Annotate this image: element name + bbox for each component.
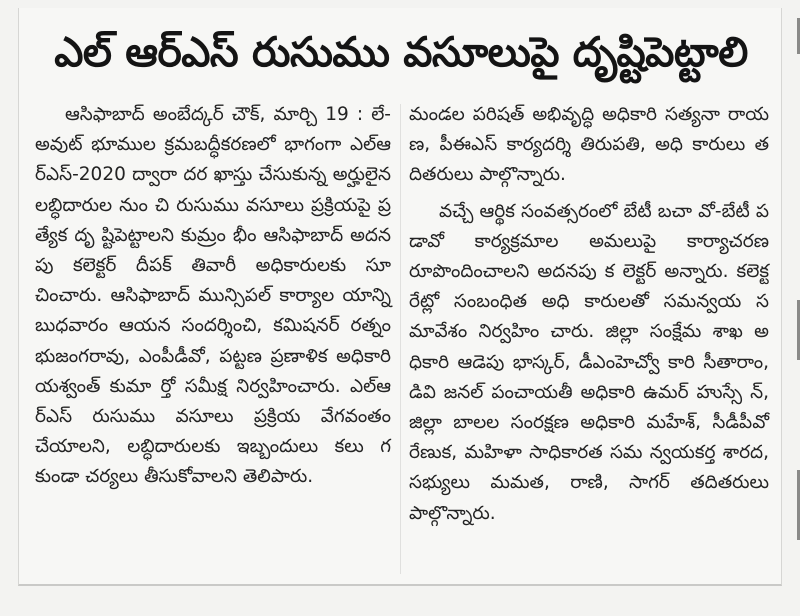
column-divider [400, 104, 401, 574]
newspaper-clipping [18, 8, 782, 586]
article-left-column [35, 100, 391, 493]
article-paragraph: వచ్చే ఆర్థిక సంవత్సరంలో బేటీ బచా వో-బేటీ పడావో కార్యక్రమాల అమలుపై కార్యాచరణ రూపొందించాలని అదనపు క లెక్టర్ అన్నారు. కలెక్టరేట్లో సంబంధిత అధి కారులతో సమన్వయ సమావేశం నిర్వహిం చారు. జిల్లా సంక్షేమ శాఖ అధికారి ఆడెపు భాస్కర్, డీఎంహెచ్వో కారి సీతారాం, డివి జనల్ పంచాయతీ అధికారి ఉమర్ హుస్సే న్, జిల్లా బాలల సంరక్షణ అధికారి మహేశ్, సీడీపీవో రేణుక, మహిళా సాధికారత సమ న్వయకర్త శారద, సభ్యులు మమత, రాణి, సాగర్ తదితరులు పాల్గొన్నారు. [409, 200, 769, 524]
article-right-column [409, 100, 769, 529]
article-paragraph: మండల పరిషత్ అభివృద్ధి అధికారి సత్యనా రాయణ, పీఈఎస్ కార్యదర్శి తిరుపతి, అధి కారులు తదితరులు పాల్గొన్నారు. [409, 104, 769, 186]
article-paragraph: ఆసిఫాబాద్ అంబేద్కర్ చౌక్, మార్చి 19 : లే-అవుట్ భూముల క్రమబద్ధీకరణలో భాగంగా ఎల్ఆర్ఎస్-2020 ద్వారా దర ఖాస్తు చేసుకున్న అర్హులైన లబ్ధిదారుల నుం చి రుసుము వసూలు ప్రక్రియపై ప్రత్యేక దృ ష్టిపెట్టాలని కుమ్రం భీం ఆసిఫాబాద్ అదన పు కలెక్టర్ దీపక్ తివారీ అధికారులకు సూ చించారు. ఆసిఫాబాద్ మున్సిపల్ కార్యాల యాన్ని బుధవారం ఆయన సందర్శించి, కమిషనర్ రత్నం భుజంగరావు, ఎంపీడీవో, పట్టణ ప్రణాళిక అధికారి యశ్వంత్ కుమా ర్తో సమీక్ష నిర్వహించారు. ఎల్ఆర్ఎస్ రుసుము వసూలు ప్రక్రియ వేగవంతం చేయాలని, లబ్ధిదారులకు ఇబ్బందులు కలు గకుండా చర్యలు తీసుకోవాలని తెలిపారు. [35, 104, 391, 488]
article-headline: ఎల్ ఆర్ఎస్ రుసుము వసూలుపై దృష్టిపెట్టాలి [54, 28, 748, 76]
